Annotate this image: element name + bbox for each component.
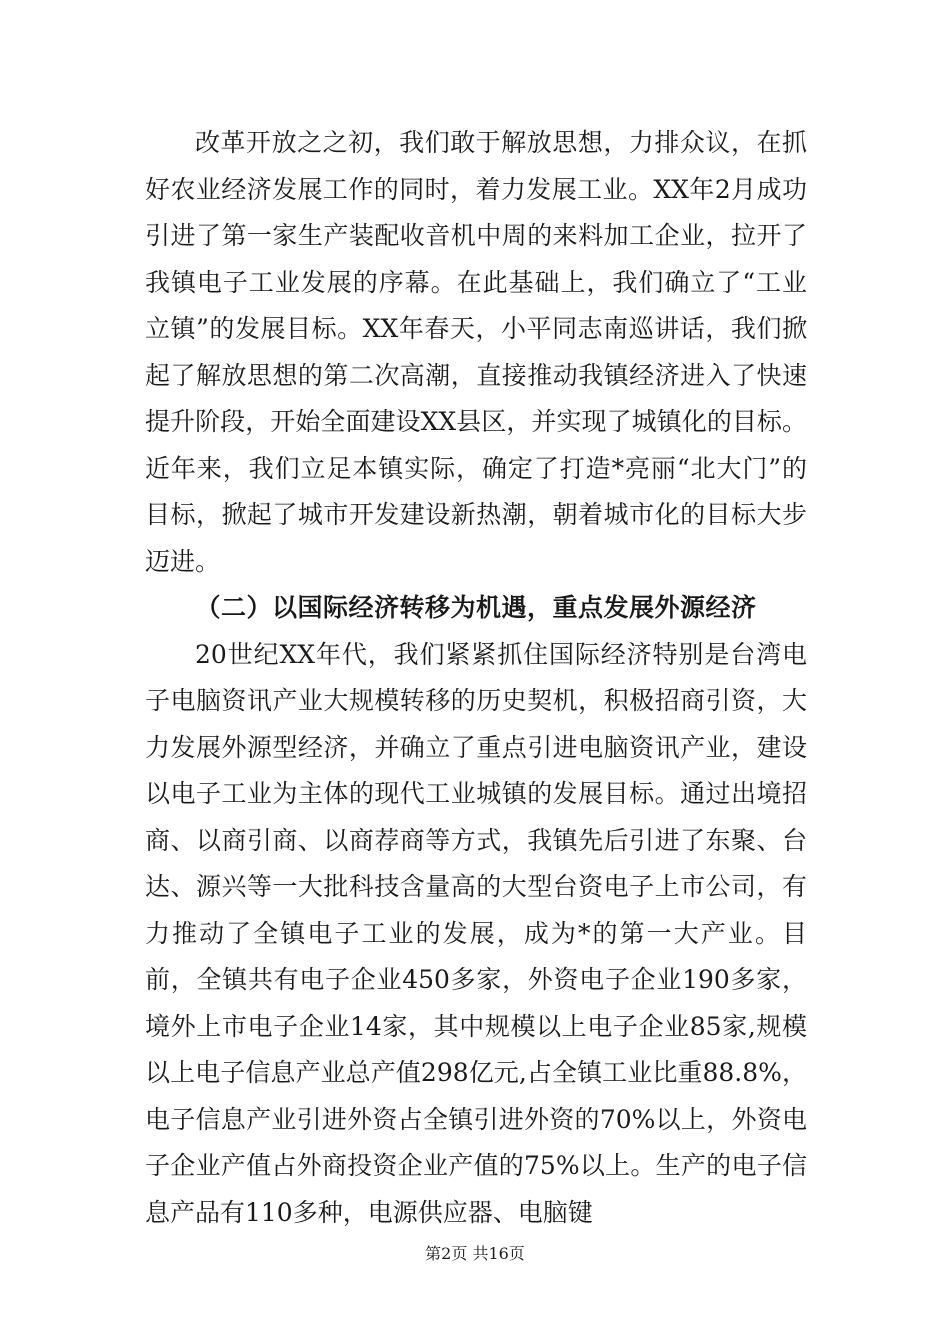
paragraph: 20世纪XX年代，我们紧紧抓住国际经济特别是台湾电子电脑资讯产业大规模转移的历史契机，积极招商引资，大力发展外源型经济，并确立了重点引进电脑资讯产业，建设以电子工业为主体的现代工业城镇的发展目标。通过出境招商、以商引商、以商荐商等方式，我镇先后引进了东聚、台达、源兴等一大批科技含量高的大型台资电子上市公司，有力推动了全镇电子工业的发展，成为*的第一大产业。目前，全镇共有电子企业450多家，外资电子企业190多家，境外上市电子企业14家，其中规模以上电子企业85家,规模以上电子信息产业总产值298亿元,占全镇工业比重88.8%，电子信息产业引进外资占全镇引进外资的70%以上，外资电子企业产值占外商投资企业产值的75%以上。生产的电子信息产品有110多种，电源供应器、电脑键 [145, 639, 807, 1227]
page-footer: 第2页 共16页 [425, 1244, 525, 1263]
section-heading: （二）以国际经济转移为机遇，重点发展外源经济 [195, 593, 757, 622]
paragraph: 改革开放之之初，我们敢于解放思想，力排众议，在抓好农业经济发展工作的同时，着力发展工业。XX年2月成功引进了第一家生产装配收音机中周的来料加工企业，拉开了我镇电子工业发展的序幕。在此基础上，我们确立了“工业立镇”的发展目标。XX年春天，小平同志南巡讲话，我们掀起了解放思想的第二次高潮，直接推动我镇经济进入了快速提升阶段，开始全面建设XX县区，并实现了城镇化的目标。近年来，我们立足本镇实际，确定了打造*亮丽“北大门”的目标，掀起了城市开发建设新热潮，朝着城市化的目标大步迈进。 [145, 128, 807, 576]
document-body [145, 120, 807, 1236]
